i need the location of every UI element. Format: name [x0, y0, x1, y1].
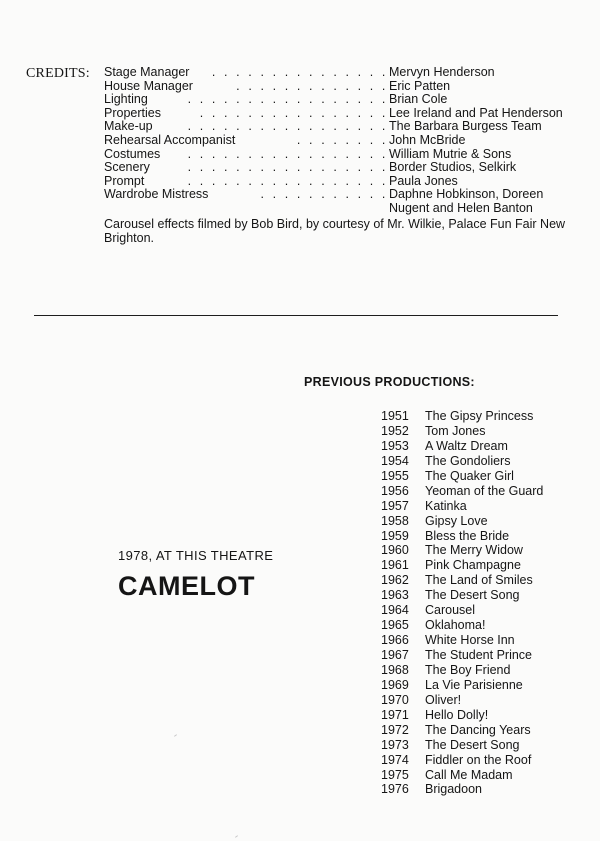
credit-role: House Manager: [104, 78, 193, 93]
credit-name: Paula Jones: [389, 173, 458, 188]
production-title: The Land of Smiles: [425, 573, 533, 588]
production-title: Tom Jones: [425, 423, 486, 438]
credit-row-continuation: [104, 202, 584, 216]
credit-role: Make-up: [104, 119, 153, 134]
production-year: 1962: [381, 573, 409, 588]
production-year: 1974: [381, 752, 409, 767]
credit-row: [104, 93, 584, 107]
production-year: 1973: [381, 737, 409, 752]
production-title: Pink Champagne: [425, 558, 521, 573]
credit-name: Eric Patten: [389, 78, 451, 93]
paper-speck: [235, 835, 238, 838]
credit-row: [104, 80, 584, 94]
production-year: 1954: [381, 453, 409, 468]
credit-row: [104, 161, 584, 175]
production-title: The Desert Song: [425, 737, 520, 752]
credit-name: Mervyn Henderson: [389, 65, 495, 79]
credits-list: [104, 66, 584, 216]
credit-leader-dots: . . . . . . . . . . . . . . . .: [199, 105, 388, 120]
credit-role: Scenery: [104, 160, 150, 175]
production-title: Hello Dolly!: [425, 707, 489, 722]
carousel-note: Carousel effects filmed by Bob Bird, by courtesy of Mr. Wilkie, Palace Fun Fair New Brighton.: [104, 217, 566, 245]
credit-leader-dots: . . . . . . . . . . . . . . . . .: [187, 160, 388, 175]
production-year: 1953: [381, 438, 409, 453]
production-title: Gipsy Love: [425, 513, 488, 528]
credit-leader-dots: . . . . . . . . . . .: [260, 187, 388, 202]
production-year: 1952: [381, 423, 409, 438]
credit-leader-dots: . . . . . . . .: [296, 132, 388, 147]
production-year: 1959: [381, 528, 409, 543]
production-year: 1957: [381, 498, 409, 513]
production-title: Oliver!: [425, 692, 462, 707]
production-title: Oklahoma!: [425, 618, 486, 633]
credit-name: The Barbara Burgess Team: [389, 119, 542, 134]
previous-productions-heading: PREVIOUS PRODUCTIONS:: [304, 375, 475, 389]
upcoming-production-title: CAMELOT: [118, 571, 255, 601]
credit-leader-dots: . . . . . . . . . . . . .: [236, 78, 388, 93]
production-title: A Waltz Dream: [425, 438, 508, 453]
production-title: Yeoman of the Guard: [425, 483, 544, 498]
credit-row: [104, 188, 584, 202]
production-year: 1971: [381, 707, 409, 722]
production-year: 1958: [381, 513, 409, 528]
credit-role: Costumes: [104, 146, 161, 161]
credits-heading: CREDITS:: [26, 66, 90, 81]
credit-role: Properties: [104, 105, 161, 120]
production-year: 1961: [381, 558, 409, 573]
production-year: 1956: [381, 483, 409, 498]
production-title: Carousel: [425, 603, 476, 618]
production-year: 1963: [381, 588, 409, 603]
production-year: 1972: [381, 722, 409, 737]
production-year: 1951: [381, 409, 409, 423]
divider: [34, 315, 558, 316]
credit-name-continuation: Nugent and Helen Banton: [389, 200, 533, 215]
credit-leader-dots: . . . . . . . . . . . . . . . . .: [187, 173, 388, 188]
production-year: 1968: [381, 662, 409, 677]
production-title: The Gipsy Princess: [425, 409, 534, 423]
production-year: 1975: [381, 767, 409, 782]
production-year: 1967: [381, 648, 409, 662]
upcoming-production-line: 1978, AT THIS THEATRE: [118, 548, 274, 563]
production-title: La Vie Parisienne: [425, 677, 523, 692]
credit-row: [104, 66, 584, 80]
credit-row: [104, 120, 584, 134]
credit-name: Brian Cole: [389, 92, 448, 107]
production-title: The Merry Widow: [425, 543, 523, 558]
production-title: The Boy Friend: [425, 662, 511, 677]
credit-name: William Mutrie & Sons: [389, 146, 512, 161]
production-title: The Student Prince: [425, 648, 533, 662]
credit-name: Daphne Hobkinson, Doreen: [389, 187, 544, 202]
production-year: 1960: [381, 543, 409, 558]
production-year: 1955: [381, 468, 409, 483]
production-title: White Horse Inn: [425, 633, 515, 648]
production-title: The Desert Song: [425, 588, 520, 603]
credit-name: Lee Ireland and Pat Henderson: [389, 105, 563, 120]
production-title: Bless the Bride: [425, 528, 510, 543]
production-year: 1969: [381, 677, 409, 692]
production-year: 1976: [381, 782, 409, 797]
paper-speck: [174, 734, 177, 737]
credit-leader-dots: . . . . . . . . . . . . . . .: [211, 65, 388, 79]
credit-leader-dots: . . . . . . . . . . . . . . . . .: [187, 119, 388, 134]
credit-name: John McBride: [389, 132, 466, 147]
production-title: Katinka: [425, 498, 467, 513]
credit-leader-dots: . . . . . . . . . . . . . . . . .: [187, 146, 388, 161]
credit-name: Border Studios, Selkirk: [389, 160, 517, 175]
production-year: 1966: [381, 633, 409, 648]
production-title: Brigadoon: [425, 782, 482, 797]
credit-leader-dots: . . . . . . . . . . . . . . . . .: [187, 92, 388, 107]
production-title: Fiddler on the Roof: [425, 752, 532, 767]
credit-role: Prompt: [104, 173, 145, 188]
production-year: 1970: [381, 692, 409, 707]
production-title: Call Me Madam: [425, 767, 513, 782]
credit-role: Wardrobe Mistress: [104, 187, 209, 202]
credit-row: [104, 175, 584, 189]
production-year: 1964: [381, 603, 409, 618]
credit-row: [104, 107, 584, 121]
credit-row: [104, 148, 584, 162]
production-year: 1965: [381, 618, 409, 633]
production-title: The Dancing Years: [425, 722, 531, 737]
production-title: The Gondoliers: [425, 453, 511, 468]
credit-role: Lighting: [104, 92, 148, 107]
credit-row: [104, 134, 584, 148]
production-title: The Quaker Girl: [425, 468, 514, 483]
credit-role: Rehearsal Accompanist: [104, 132, 236, 147]
credit-role: Stage Manager: [104, 65, 190, 79]
